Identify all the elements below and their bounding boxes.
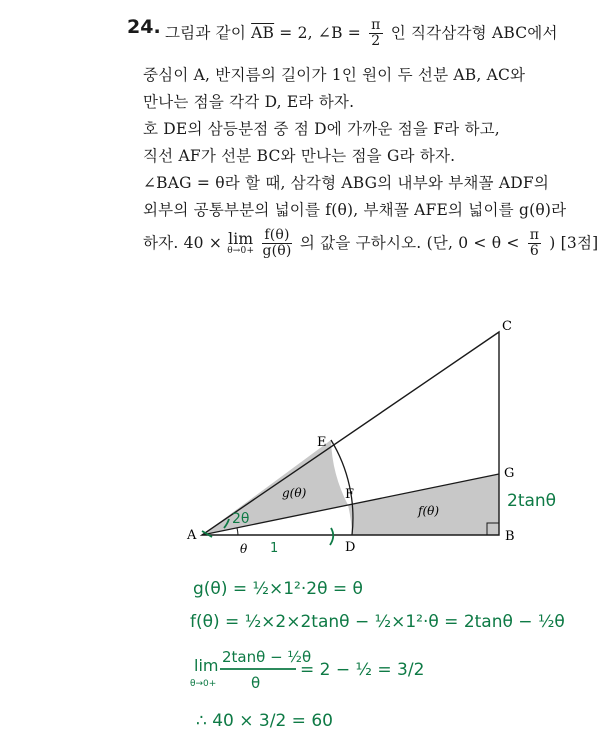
f-over-g: $\frac{f(\theta)}{g(\theta)}$: [262, 227, 292, 260]
problem-line-6: ∠BAG = θ라 할 때, 삼각형 ABG의 내부와 부채꼴 ADF의: [143, 174, 549, 192]
hand-eq3-den: θ: [251, 674, 261, 692]
label-f-theta: f(θ): [418, 504, 440, 518]
hand-eq3-num: 2tanθ − ½θ: [222, 648, 312, 666]
hand-eq3-rhs: = 2 − ½ = 3/2: [300, 660, 425, 680]
label-a: A: [187, 528, 197, 543]
line8-a: 하자. 40 ×: [143, 233, 223, 252]
problem-number: 24.: [127, 16, 161, 38]
label-g-theta: g(θ): [282, 486, 307, 500]
line8-c: ) [3점]: [549, 233, 599, 252]
hand-eq1: g(θ) = ½×1²·2θ = θ: [193, 579, 363, 599]
theta-arc: [237, 528, 238, 535]
line8-b: 의 값을 구하시오. (단, 0 < θ <: [299, 233, 520, 252]
problem-line-4: 호 DE의 삼등분점 중 점 D에 가까운 점을 F라 하고,: [143, 120, 500, 138]
d-tick: [330, 528, 333, 545]
label-f: F: [345, 487, 355, 502]
line1-c: 인 직각삼각형 ABC에서: [390, 23, 558, 42]
hand-lim: lim: [194, 656, 219, 675]
segment-ab: $\overline{AB}$: [251, 23, 275, 42]
line1-a: 그림과 같이: [165, 23, 246, 42]
problem-line-7: 외부의 공통부분의 넓이를 f(θ), 부채꼴 AFE의 넓이를 g(θ)라: [143, 201, 567, 219]
hand-eq2: f(θ) = ½×2×2tanθ − ½×1²·θ = 2tanθ − ½θ: [190, 612, 565, 632]
label-e: E: [317, 435, 327, 450]
hand-one: 1: [270, 541, 279, 556]
problem-line-5: 직선 AF가 선분 BC와 만나는 점을 G라 하자.: [143, 147, 456, 165]
hand-two-tan: 2tanθ: [507, 491, 557, 511]
pi-over-2: $\frac{\pi}{2}$: [371, 17, 381, 50]
label-c: C: [502, 319, 512, 334]
label-g: G: [504, 466, 515, 481]
pi-over-6: $\frac{\pi}{6}$: [529, 227, 540, 260]
limit: lim θ→0+: [227, 229, 255, 257]
hand-eq4: ∴ 40 × 3/2 = 60: [196, 711, 333, 731]
line1-b: = 2, ∠B =: [279, 23, 361, 42]
label-b: B: [505, 529, 515, 544]
label-d: D: [345, 540, 356, 555]
problem-line-3: 만나는 점을 각각 D, E라 하자.: [143, 93, 355, 111]
problem-line-2: 중심이 A, 반지름의 길이가 1인 원이 두 선분 AB, AC와: [143, 66, 526, 84]
hand-two-theta: 2θ: [232, 511, 250, 527]
label-theta: θ: [240, 542, 248, 556]
hand-lim-sub: θ→0+: [190, 679, 217, 689]
